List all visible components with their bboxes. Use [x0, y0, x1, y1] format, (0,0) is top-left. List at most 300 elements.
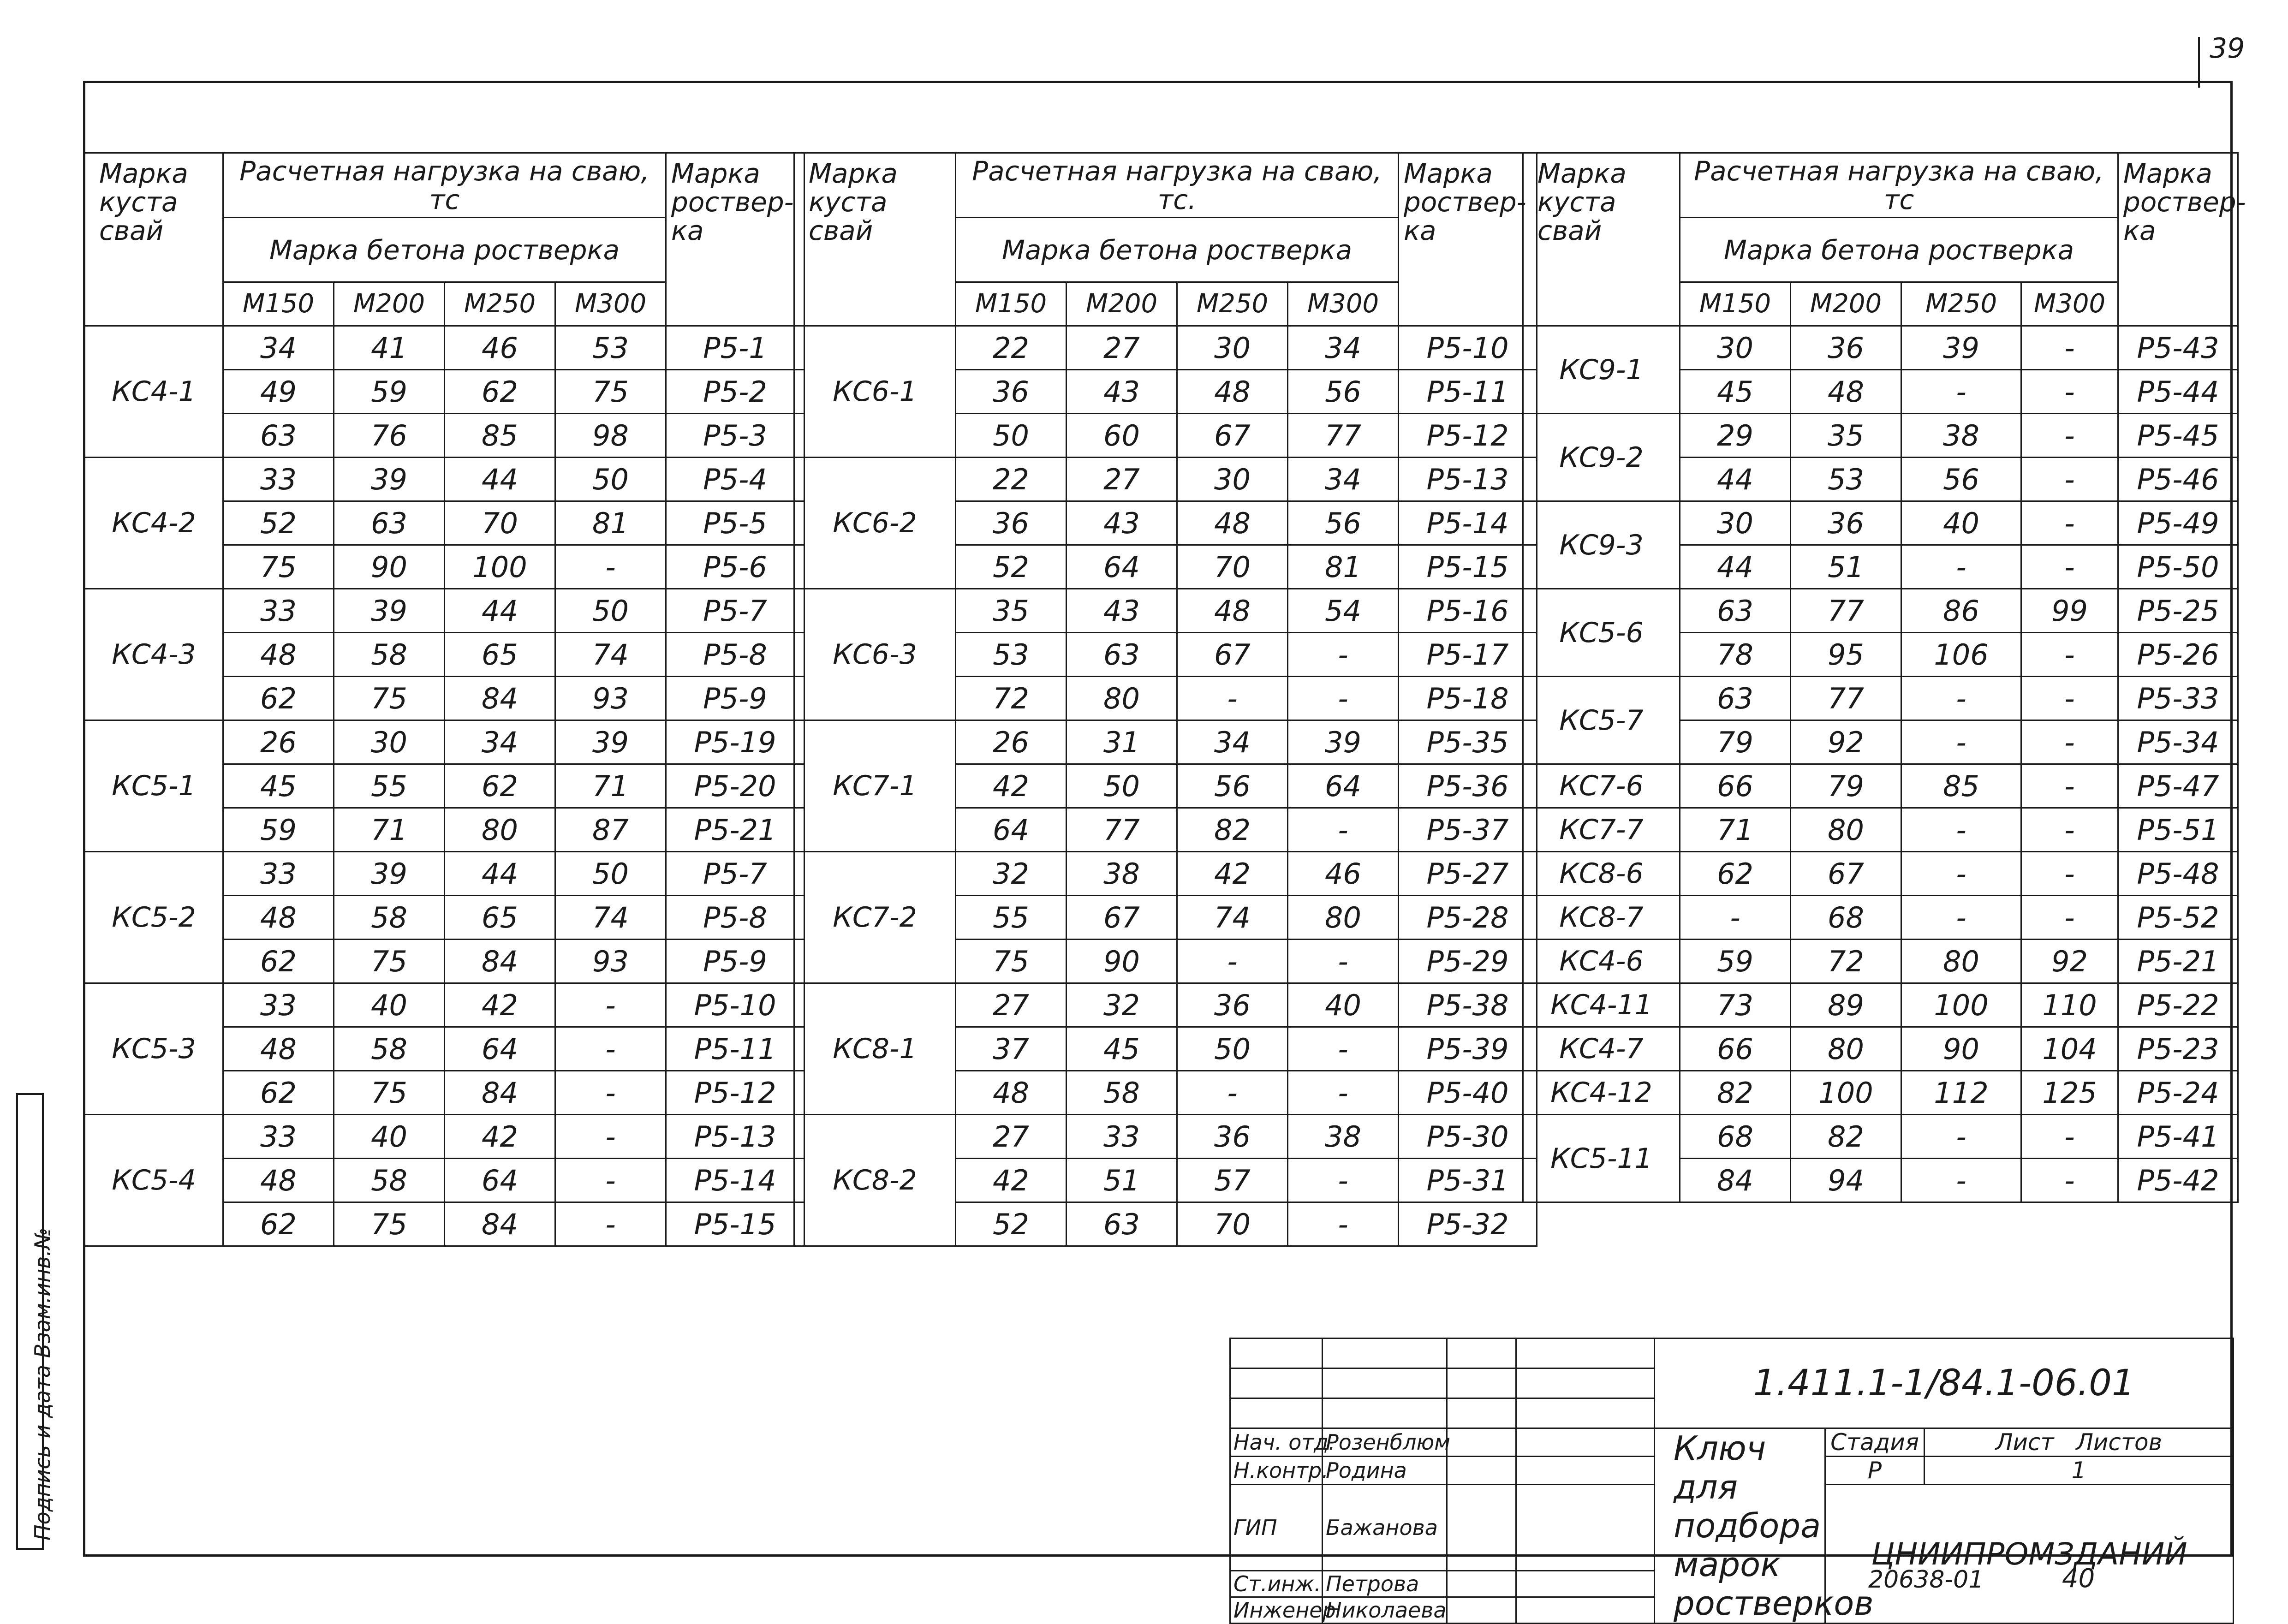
load-value-m200: 41: [334, 326, 445, 370]
table-row: [85, 720, 804, 764]
header-pile-cluster-mark: Марка куста свай: [85, 153, 223, 326]
document-code: 1.411.1-1/84.1-06.01: [1655, 1338, 2234, 1428]
load-value-m250: 70: [1177, 545, 1288, 589]
load-value-m150: 33: [223, 458, 334, 501]
pile-cluster-mark: КС4-1: [85, 326, 223, 458]
archive-sheet: 40: [2062, 1564, 2095, 1594]
load-value-m200: 39: [334, 852, 445, 896]
pile-cap-mark: Р5-40: [1399, 1071, 1537, 1115]
pile-cap-mark: Р5-26: [2118, 633, 2238, 677]
pile-cap-mark: Р5-15: [666, 1202, 804, 1246]
load-value-m200: 68: [1791, 896, 1901, 940]
table-row: [794, 720, 1537, 764]
table-row: [794, 458, 1537, 501]
load-value-m250: 86: [1901, 589, 2021, 633]
pile-cluster-mark: КС9-2: [1523, 414, 1680, 501]
table-row: [1523, 808, 2238, 852]
pile-cap-mark: Р5-34: [2118, 720, 2238, 764]
pile-cap-mark: Р5-38: [1399, 983, 1537, 1027]
load-value-m300: 104: [2021, 1027, 2118, 1071]
table-row: [85, 326, 804, 370]
table-row: [85, 458, 804, 501]
load-value-m250: -: [1901, 1115, 2021, 1159]
load-value-m250: -: [1901, 896, 2021, 940]
load-value-m300: -: [2021, 458, 2118, 501]
table-row: [1523, 983, 2238, 1027]
load-value-m300: -: [555, 1115, 666, 1159]
load-value-m250: 100: [445, 545, 555, 589]
load-value-m150: 33: [223, 589, 334, 633]
load-value-m150: 26: [223, 720, 334, 764]
load-value-m300: 71: [555, 764, 666, 808]
load-value-m300: 40: [1288, 983, 1399, 1027]
header-design-load: Расчетная нагрузка на сваю, тс: [223, 153, 666, 218]
load-value-m150: 42: [956, 764, 1067, 808]
pile-cap-mark: Р5-23: [2118, 1027, 2238, 1071]
header-grade-m250: M250: [1177, 282, 1288, 326]
load-value-m200: 95: [1791, 633, 1901, 677]
pile-cap-mark: Р5-7: [666, 852, 804, 896]
pile-cap-mark: Р5-8: [666, 896, 804, 940]
load-value-m300: -: [555, 983, 666, 1027]
load-value-m300: 46: [1288, 852, 1399, 896]
load-value-m250: 70: [445, 501, 555, 545]
table-row: [794, 1115, 1537, 1159]
load-value-m150: 72: [956, 677, 1067, 720]
header-grade-m250: M250: [1901, 282, 2021, 326]
header-design-load: Расчетная нагрузка на сваю, тс: [1680, 153, 2118, 218]
load-value-m250: 64: [445, 1027, 555, 1071]
header-concrete-grade: Марка бетона ростверка: [1680, 218, 2118, 282]
load-value-m300: -: [555, 1159, 666, 1202]
load-value-m150: 33: [223, 1115, 334, 1159]
load-value-m250: 34: [1177, 720, 1288, 764]
load-value-m200: 40: [334, 983, 445, 1027]
load-value-m150: 48: [223, 896, 334, 940]
table-row: [794, 983, 1537, 1027]
pile-cap-mark: Р5-28: [1399, 896, 1537, 940]
load-value-m250: 48: [1177, 370, 1288, 414]
load-value-m150: 64: [956, 808, 1067, 852]
load-value-m150: 63: [1680, 589, 1791, 633]
load-value-m300: 39: [1288, 720, 1399, 764]
load-value-m200: 45: [1067, 1027, 1177, 1071]
pile-cluster-mark: КС5-11: [1523, 1115, 1680, 1202]
load-value-m300: 50: [555, 458, 666, 501]
header-grade-m250: M250: [445, 282, 555, 326]
load-value-m150: 84: [1680, 1159, 1791, 1202]
load-value-m150: -: [1680, 896, 1791, 940]
load-value-m150: 22: [956, 458, 1067, 501]
load-value-m200: 75: [334, 940, 445, 983]
load-value-m150: 75: [223, 545, 334, 589]
load-value-m150: 44: [1680, 545, 1791, 589]
load-value-m200: 82: [1791, 1115, 1901, 1159]
pile-cap-mark: Р5-4: [666, 458, 804, 501]
table-row: [85, 983, 804, 1027]
load-value-m300: 39: [555, 720, 666, 764]
pile-cap-mark: Р5-52: [2118, 896, 2238, 940]
load-value-m200: 80: [1067, 677, 1177, 720]
load-value-m200: 43: [1067, 501, 1177, 545]
load-value-m250: 57: [1177, 1159, 1288, 1202]
load-value-m200: 75: [334, 677, 445, 720]
pile-cap-mark: Р5-41: [2118, 1115, 2238, 1159]
load-value-m200: 67: [1067, 896, 1177, 940]
sheets-label-text: Листов: [2076, 1429, 2163, 1456]
load-value-m300: -: [1288, 633, 1399, 677]
load-value-m150: 62: [223, 940, 334, 983]
load-value-m300: -: [2021, 896, 2118, 940]
load-value-m150: 62: [223, 677, 334, 720]
load-value-m150: 78: [1680, 633, 1791, 677]
load-value-m200: 43: [1067, 589, 1177, 633]
load-value-m300: 50: [555, 589, 666, 633]
load-value-m200: 90: [1067, 940, 1177, 983]
load-value-m300: 99: [2021, 589, 2118, 633]
pile-cap-mark: Р5-43: [2118, 326, 2238, 370]
pile-cap-mark: Р5-6: [666, 545, 804, 589]
header-grade-m200: M200: [1791, 282, 1901, 326]
pile-cap-mark: Р5-49: [2118, 501, 2238, 545]
load-value-m300: -: [2021, 326, 2118, 370]
load-value-m300: -: [2021, 633, 2118, 677]
load-value-m250: 85: [445, 414, 555, 458]
pile-cluster-mark: КС5-2: [85, 852, 223, 983]
signature-role: Инженер: [1230, 1597, 1323, 1624]
load-value-m250: 46: [445, 326, 555, 370]
load-value-m200: 79: [1791, 764, 1901, 808]
load-value-m150: 48: [223, 1027, 334, 1071]
pile-cap-mark: Р5-9: [666, 940, 804, 983]
pile-cluster-mark: КС4-12: [1523, 1071, 1680, 1115]
load-value-m300: 81: [1288, 545, 1399, 589]
load-value-m150: 52: [956, 545, 1067, 589]
load-value-m150: 79: [1680, 720, 1791, 764]
signature-name: Бажанова: [1323, 1485, 1447, 1571]
signature-role: Ст.инж.: [1230, 1571, 1323, 1597]
header-pile-cluster-mark: Марка куста свай: [1523, 153, 1680, 326]
pile-cap-mark: Р5-51: [2118, 808, 2238, 852]
load-value-m200: 39: [334, 589, 445, 633]
load-value-m250: 80: [445, 808, 555, 852]
load-value-m150: 52: [956, 1202, 1067, 1246]
signature-name: Родина: [1323, 1457, 1447, 1485]
load-value-m150: 63: [1680, 677, 1791, 720]
table-row: [794, 326, 1537, 370]
load-value-m200: 63: [334, 501, 445, 545]
table-row: [1523, 501, 2238, 545]
load-value-m300: -: [555, 1202, 666, 1246]
load-value-m300: 87: [555, 808, 666, 852]
load-value-m200: 51: [1067, 1159, 1177, 1202]
pile-cap-mark: Р5-47: [2118, 764, 2238, 808]
load-value-m300: -: [555, 545, 666, 589]
pile-cap-mark: Р5-37: [1399, 808, 1537, 852]
load-value-m200: 58: [334, 633, 445, 677]
load-value-m200: 53: [1791, 458, 1901, 501]
load-value-m150: 48: [956, 1071, 1067, 1115]
load-value-m150: 48: [223, 633, 334, 677]
table-row: [1523, 1071, 2238, 1115]
pile-cap-mark: Р5-14: [666, 1159, 804, 1202]
table-row: [85, 589, 804, 633]
load-value-m250: 64: [445, 1159, 555, 1202]
table-row: [1523, 764, 2238, 808]
load-value-m150: 68: [1680, 1115, 1791, 1159]
load-value-m250: -: [1901, 545, 2021, 589]
load-value-m250: -: [1901, 1159, 2021, 1202]
header-grade-m150: M150: [1680, 282, 1791, 326]
load-value-m200: 31: [1067, 720, 1177, 764]
signature-name: Розенблюм: [1323, 1428, 1447, 1457]
pile-cap-mark: Р5-14: [1399, 501, 1537, 545]
load-value-m300: 125: [2021, 1071, 2118, 1115]
header-grade-m300: M300: [2021, 282, 2118, 326]
load-value-m300: 34: [1288, 458, 1399, 501]
load-value-m200: 100: [1791, 1071, 1901, 1115]
pile-cluster-mark: КС8-1: [794, 983, 956, 1115]
table-row: [1523, 1115, 2238, 1159]
load-value-m200: 43: [1067, 370, 1177, 414]
load-value-m300: -: [2021, 414, 2118, 458]
load-value-m200: 33: [1067, 1115, 1177, 1159]
table-row: [794, 589, 1537, 633]
pile-cluster-mark: КС6-3: [794, 589, 956, 720]
stage-label: Стадия: [1825, 1428, 1925, 1457]
load-value-m250: 84: [445, 1202, 555, 1246]
load-value-m200: 75: [334, 1202, 445, 1246]
pile-cluster-mark: КС7-1: [794, 720, 956, 852]
load-value-m250: 36: [1177, 983, 1288, 1027]
load-value-m150: 66: [1680, 1027, 1791, 1071]
load-value-m300: 80: [1288, 896, 1399, 940]
load-value-m250: 112: [1901, 1071, 2021, 1115]
pile-cap-mark: Р5-48: [2118, 852, 2238, 896]
load-value-m200: 64: [1067, 545, 1177, 589]
load-value-m300: -: [555, 1071, 666, 1115]
load-value-m300: -: [2021, 1159, 2118, 1202]
load-value-m300: 93: [555, 677, 666, 720]
header-grade-m300: M300: [1288, 282, 1399, 326]
header-pile-cap-mark: Марка роствер-ка: [1399, 153, 1537, 326]
load-value-m200: 32: [1067, 983, 1177, 1027]
pile-cap-mark: Р5-2: [666, 370, 804, 414]
table-row: [85, 852, 804, 896]
load-value-m150: 55: [956, 896, 1067, 940]
pile-cluster-mark: КС6-1: [794, 326, 956, 458]
table-row: [85, 1115, 804, 1159]
load-value-m250: 106: [1901, 633, 2021, 677]
load-value-m250: 100: [1901, 983, 2021, 1027]
pile-cap-key-table: [1522, 152, 2246, 1203]
pile-cap-mark: Р5-16: [1399, 589, 1537, 633]
load-value-m150: 30: [1680, 501, 1791, 545]
load-value-m200: 58: [334, 896, 445, 940]
load-value-m250: 56: [1901, 458, 2021, 501]
load-value-m250: 85: [1901, 764, 2021, 808]
pile-cluster-mark: КС8-6: [1523, 852, 1680, 896]
load-value-m300: 64: [1288, 764, 1399, 808]
load-value-m200: 71: [334, 808, 445, 852]
load-value-m300: -: [2021, 677, 2118, 720]
pile-cap-mark: Р5-18: [1399, 677, 1537, 720]
load-value-m200: 55: [334, 764, 445, 808]
header-grade-m200: M200: [334, 282, 445, 326]
signature-name: Николаева: [1323, 1597, 1447, 1624]
load-value-m250: 40: [1901, 501, 2021, 545]
load-value-m300: -: [2021, 501, 2118, 545]
load-value-m300: 56: [1288, 370, 1399, 414]
load-value-m150: 59: [1680, 940, 1791, 983]
load-value-m150: 45: [223, 764, 334, 808]
load-value-m200: 36: [1791, 501, 1901, 545]
pile-cap-mark: Р5-45: [2118, 414, 2238, 458]
load-value-m250: 39: [1901, 326, 2021, 370]
sheet-label: [1925, 1428, 2234, 1457]
load-value-m250: 36: [1177, 1115, 1288, 1159]
load-value-m250: 74: [1177, 896, 1288, 940]
load-value-m200: 27: [1067, 326, 1177, 370]
pile-cluster-mark: КС4-11: [1523, 983, 1680, 1027]
load-value-m200: 60: [1067, 414, 1177, 458]
load-value-m150: 32: [956, 852, 1067, 896]
side-stamp-text: Подпись и дата Взам.инв.№: [30, 1227, 55, 1541]
pile-cap-mark: Р5-21: [666, 808, 804, 852]
load-value-m150: 45: [1680, 370, 1791, 414]
load-value-m200: 90: [334, 545, 445, 589]
pile-cap-mark: Р5-7: [666, 589, 804, 633]
load-value-m300: -: [2021, 370, 2118, 414]
load-value-m150: 50: [956, 414, 1067, 458]
pile-cluster-mark: КС7-6: [1523, 764, 1680, 808]
load-value-m250: -: [1901, 677, 2021, 720]
pile-cap-mark: Р5-29: [1399, 940, 1537, 983]
load-value-m150: 33: [223, 852, 334, 896]
page-number-divider: [2198, 37, 2200, 88]
pile-cap-mark: Р5-10: [1399, 326, 1537, 370]
pile-cluster-mark: КС7-7: [1523, 808, 1680, 852]
load-value-m150: 22: [956, 326, 1067, 370]
load-value-m300: 38: [1288, 1115, 1399, 1159]
load-value-m250: 48: [1177, 589, 1288, 633]
load-value-m250: 30: [1177, 326, 1288, 370]
pile-cap-mark: Р5-12: [1399, 414, 1537, 458]
pile-cluster-mark: КС5-7: [1523, 677, 1680, 764]
organization: ЦНИИПРОМЗДАНИЙ: [1825, 1485, 2234, 1624]
load-value-m200: 63: [1067, 1202, 1177, 1246]
load-value-m150: 52: [223, 501, 334, 545]
pile-cap-key-table: [793, 152, 1537, 1247]
load-value-m300: -: [2021, 808, 2118, 852]
load-value-m250: 90: [1901, 1027, 2021, 1071]
pile-cap-key-table: [84, 152, 805, 1247]
pile-cap-mark: Р5-3: [666, 414, 804, 458]
load-value-m150: 36: [956, 370, 1067, 414]
pile-cap-mark: Р5-13: [666, 1115, 804, 1159]
pile-cap-mark: Р5-42: [2118, 1159, 2238, 1202]
load-value-m200: 36: [1791, 326, 1901, 370]
pile-cap-mark: Р5-24: [2118, 1071, 2238, 1115]
pile-cap-mark: Р5-1: [666, 326, 804, 370]
signature-role: ГИП: [1230, 1485, 1323, 1571]
load-value-m150: 42: [956, 1159, 1067, 1202]
table-row: [1523, 414, 2238, 458]
pile-cap-mark: Р5-8: [666, 633, 804, 677]
load-value-m250: 67: [1177, 633, 1288, 677]
load-value-m150: 27: [956, 983, 1067, 1027]
load-value-m150: 71: [1680, 808, 1791, 852]
load-value-m200: 77: [1791, 677, 1901, 720]
pile-cluster-mark: КС6-2: [794, 458, 956, 589]
header-pile-cap-mark: Марка роствер-ка: [666, 153, 804, 326]
load-value-m250: 42: [445, 983, 555, 1027]
load-value-m150: 30: [1680, 326, 1791, 370]
header-grade-m150: M150: [956, 282, 1067, 326]
load-value-m250: 44: [445, 852, 555, 896]
pile-cluster-mark: КС4-2: [85, 458, 223, 589]
load-value-m300: -: [2021, 852, 2118, 896]
load-value-m250: 42: [445, 1115, 555, 1159]
load-value-m200: 58: [334, 1027, 445, 1071]
pile-cap-mark: Р5-5: [666, 501, 804, 545]
sheets-value: 1: [1925, 1457, 2234, 1485]
pile-cap-mark: Р5-30: [1399, 1115, 1537, 1159]
load-value-m300: 56: [1288, 501, 1399, 545]
table-row: [1523, 852, 2238, 896]
load-value-m250: 82: [1177, 808, 1288, 852]
load-value-m250: -: [1901, 370, 2021, 414]
table-row: [1523, 940, 2238, 983]
header-concrete-grade: Марка бетона ростверка: [956, 218, 1399, 282]
load-value-m150: 49: [223, 370, 334, 414]
load-value-m200: 92: [1791, 720, 1901, 764]
load-value-m300: 110: [2021, 983, 2118, 1027]
load-value-m300: -: [1288, 677, 1399, 720]
load-value-m150: 62: [223, 1071, 334, 1115]
pile-cluster-mark: КС4-6: [1523, 940, 1680, 983]
load-value-m300: 50: [555, 852, 666, 896]
load-value-m300: -: [2021, 1115, 2118, 1159]
load-value-m200: 35: [1791, 414, 1901, 458]
pile-cluster-mark: КС9-1: [1523, 326, 1680, 414]
header-pile-cluster-mark: Марка куста свай: [794, 153, 956, 326]
pile-cap-mark: Р5-17: [1399, 633, 1537, 677]
load-value-m250: 62: [445, 370, 555, 414]
pile-cluster-mark: КС5-1: [85, 720, 223, 852]
load-value-m250: 67: [1177, 414, 1288, 458]
load-value-m300: 98: [555, 414, 666, 458]
load-value-m250: -: [1177, 940, 1288, 983]
load-value-m150: 29: [1680, 414, 1791, 458]
load-value-m250: -: [1177, 677, 1288, 720]
load-value-m200: 80: [1791, 808, 1901, 852]
load-value-m300: 75: [555, 370, 666, 414]
load-value-m250: 50: [1177, 1027, 1288, 1071]
pile-cap-mark: Р5-36: [1399, 764, 1537, 808]
load-value-m200: 80: [1791, 1027, 1901, 1071]
load-value-m150: 75: [956, 940, 1067, 983]
load-value-m200: 30: [334, 720, 445, 764]
load-value-m250: 62: [445, 764, 555, 808]
load-value-m200: 89: [1791, 983, 1901, 1027]
pile-cap-mark: Р5-12: [666, 1071, 804, 1115]
pile-cap-mark: Р5-11: [666, 1027, 804, 1071]
pile-cap-mark: Р5-35: [1399, 720, 1537, 764]
pile-cap-mark: Р5-46: [2118, 458, 2238, 501]
pile-cluster-mark: КС5-3: [85, 983, 223, 1115]
load-value-m250: 30: [1177, 458, 1288, 501]
